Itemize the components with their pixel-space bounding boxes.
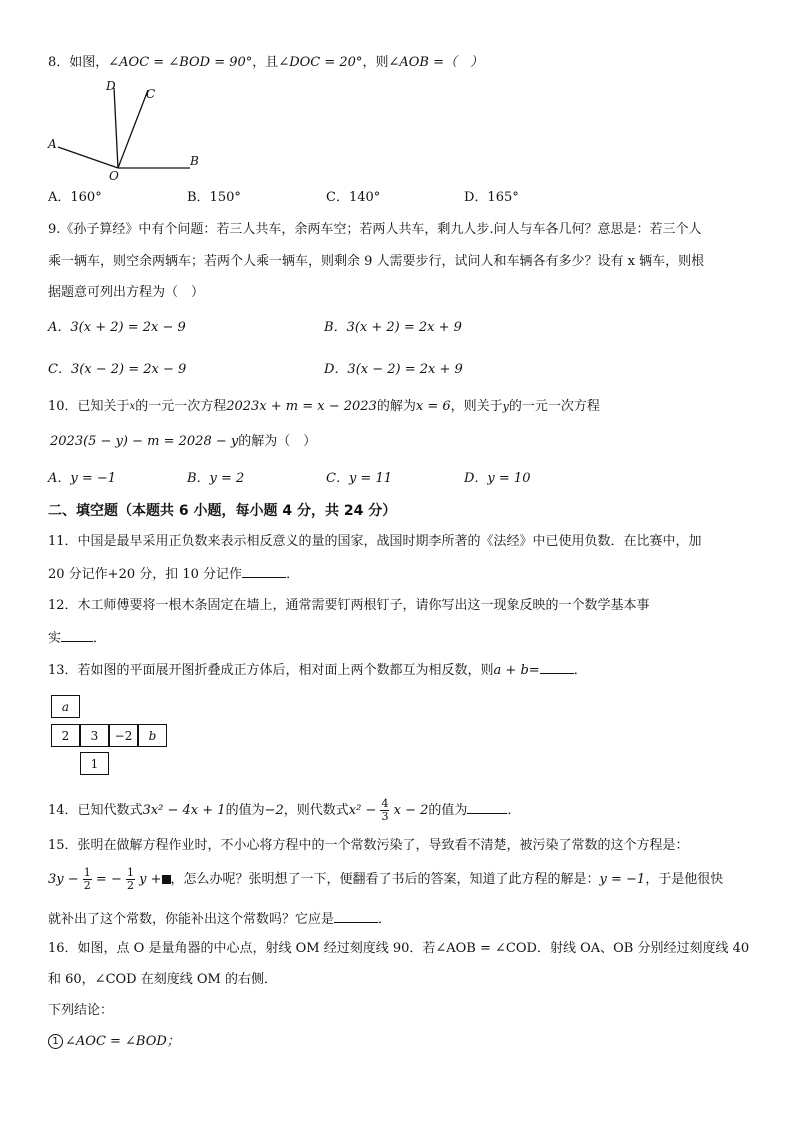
q8-label-c: C (146, 87, 156, 101)
circled-number-1: 1 (48, 1034, 63, 1049)
net-cell-3: 3 (80, 724, 109, 747)
q16-line1: 16．如图，点 O 是量角器的中心点，射线 OM 经过刻度线 90．若∠AOB = ∠COD．射线 OA、OB 分别经过刻度线 40 (48, 941, 750, 956)
q12-line2: 实 ． (48, 627, 106, 649)
net-cell-2: 2 (51, 724, 80, 747)
q8-label-d: D (106, 79, 116, 93)
net-cell-b: b (138, 724, 167, 747)
q15-fraction-1: $\frac{1}{2}$ (83, 866, 91, 892)
q15-line2: 3y − $\frac{1}{2}$ = − $\frac{1}{2}$ y + ，怎么办呢？张明想了一下，便翻看了书后的答案，知道了此方程的解是：y = −1，于是他很快 (48, 866, 724, 892)
q9-option-d[interactable]: D．3(x − 2) = 2x + 9 (324, 362, 463, 377)
q16-line3: 下列结论： (48, 1003, 114, 1018)
q9-line1: 9.《孙子算经》中有个问题：若三人共车，余两车空；若两人共车，剩九人步.问人与车各几何？意思是：若三个人 (48, 222, 702, 237)
q9-line2: 乘一辆车，则空余两辆车；若两个人乘一辆车，则剩余 9 人需要步行，试问人和车辆各有多少？设有 x 辆车，则根 (48, 254, 705, 269)
q14-stem: 14．已知代数式3x² − 4x + 1的值为−2，则代数式x² − $\frac{4}{3}$ x − 2的值为 ． (48, 797, 521, 823)
q15-line3: 就补出了这个常数，你能补出这个常数吗？它应是 ． (48, 908, 391, 930)
q10-option-b[interactable]: B．y = 2 (187, 471, 245, 486)
ink-stain-square (162, 875, 171, 884)
q8-stem: 8．如图，∠AOC = ∠BOD = 90°，且∠DOC = 20°，则∠AOB =（ ） (48, 55, 483, 70)
net-cell-neg2: −2 (109, 724, 138, 747)
q8-label-b: B (190, 154, 199, 168)
q11-answer-blank[interactable] (242, 563, 286, 578)
q10-line1: 10．已知关于$^x$的一元一次方程2023x + m = x − 2023的解为x = 6，则关于$^y$的一元一次方程 (48, 399, 600, 414)
q15-answer-blank[interactable] (334, 908, 378, 923)
q8-angle-figure (40, 76, 220, 182)
q9-line3: 据题意可列出方程为（ ） (48, 285, 205, 300)
q14-answer-blank[interactable] (467, 799, 507, 814)
q15-line1: 15．张明在做解方程作业时，不小心将方程中的一个常数污染了，导致看不清楚，被污染了常数的这个方程是： (48, 838, 689, 853)
q9-option-c[interactable]: C．3(x − 2) = 2x − 9 (48, 362, 187, 377)
q9-option-b[interactable]: B．3(x + 2) = 2x + 9 (324, 320, 462, 335)
q9-option-a[interactable]: A．3(x + 2) = 2x − 9 (48, 320, 186, 335)
q10-option-c[interactable]: C．y = 11 (326, 471, 392, 486)
net-cell-a: a (51, 695, 80, 718)
q8-option-b[interactable]: B．150° (187, 190, 241, 205)
q15-fraction-2: $\frac{1}{2}$ (126, 866, 134, 892)
section-fill-in-blank-heading: 二、填空题（本题共 6 小题，每小题 4 分，共 24 分） (48, 503, 397, 519)
net-cell-1: 1 (80, 752, 109, 775)
q13-stem: 13．若如图的平面展开图折叠成正方体后，相对面上两个数都互为相反数，则a + b= ． (48, 659, 587, 681)
q10-option-d[interactable]: D．y = 10 (464, 471, 531, 486)
q14-fraction: $\frac{4}{3}$ (381, 797, 389, 823)
q8-option-a[interactable]: A．160° (48, 190, 102, 205)
q8-label-o: O (109, 169, 119, 182)
q16-conclusion-1: 1 ∠AOC = ∠BOD； (48, 1032, 180, 1052)
q8-option-d[interactable]: D．165° (464, 190, 519, 205)
q10-option-a[interactable]: A．y = −1 (48, 471, 117, 486)
q11-line1: 11．中国是最早采用正负数来表示相反意义的量的国家，战国时期李所著的《法经》中已使用负数．在比赛中，加 (48, 534, 702, 549)
q8-label-a: A (48, 137, 57, 151)
q13-answer-blank[interactable] (540, 659, 574, 674)
q10-line2: 2023(5 − y) − m = 2028 − y的解为（ ） (50, 434, 317, 449)
q12-line1: 12．木工师傅要将一根木条固定在墙上，通常需要钉两根钉子，请你写出这一现象反映的一个数学基本事 (48, 598, 650, 613)
q16-line2: 和 60，∠COD 在刻度线 OM 的右侧． (48, 972, 277, 987)
q12-answer-blank[interactable] (61, 627, 93, 642)
q11-line2: 20 分记作+20 分，扣 10 分记作 ． (48, 563, 299, 585)
q8-option-c[interactable]: C．140° (326, 190, 381, 205)
